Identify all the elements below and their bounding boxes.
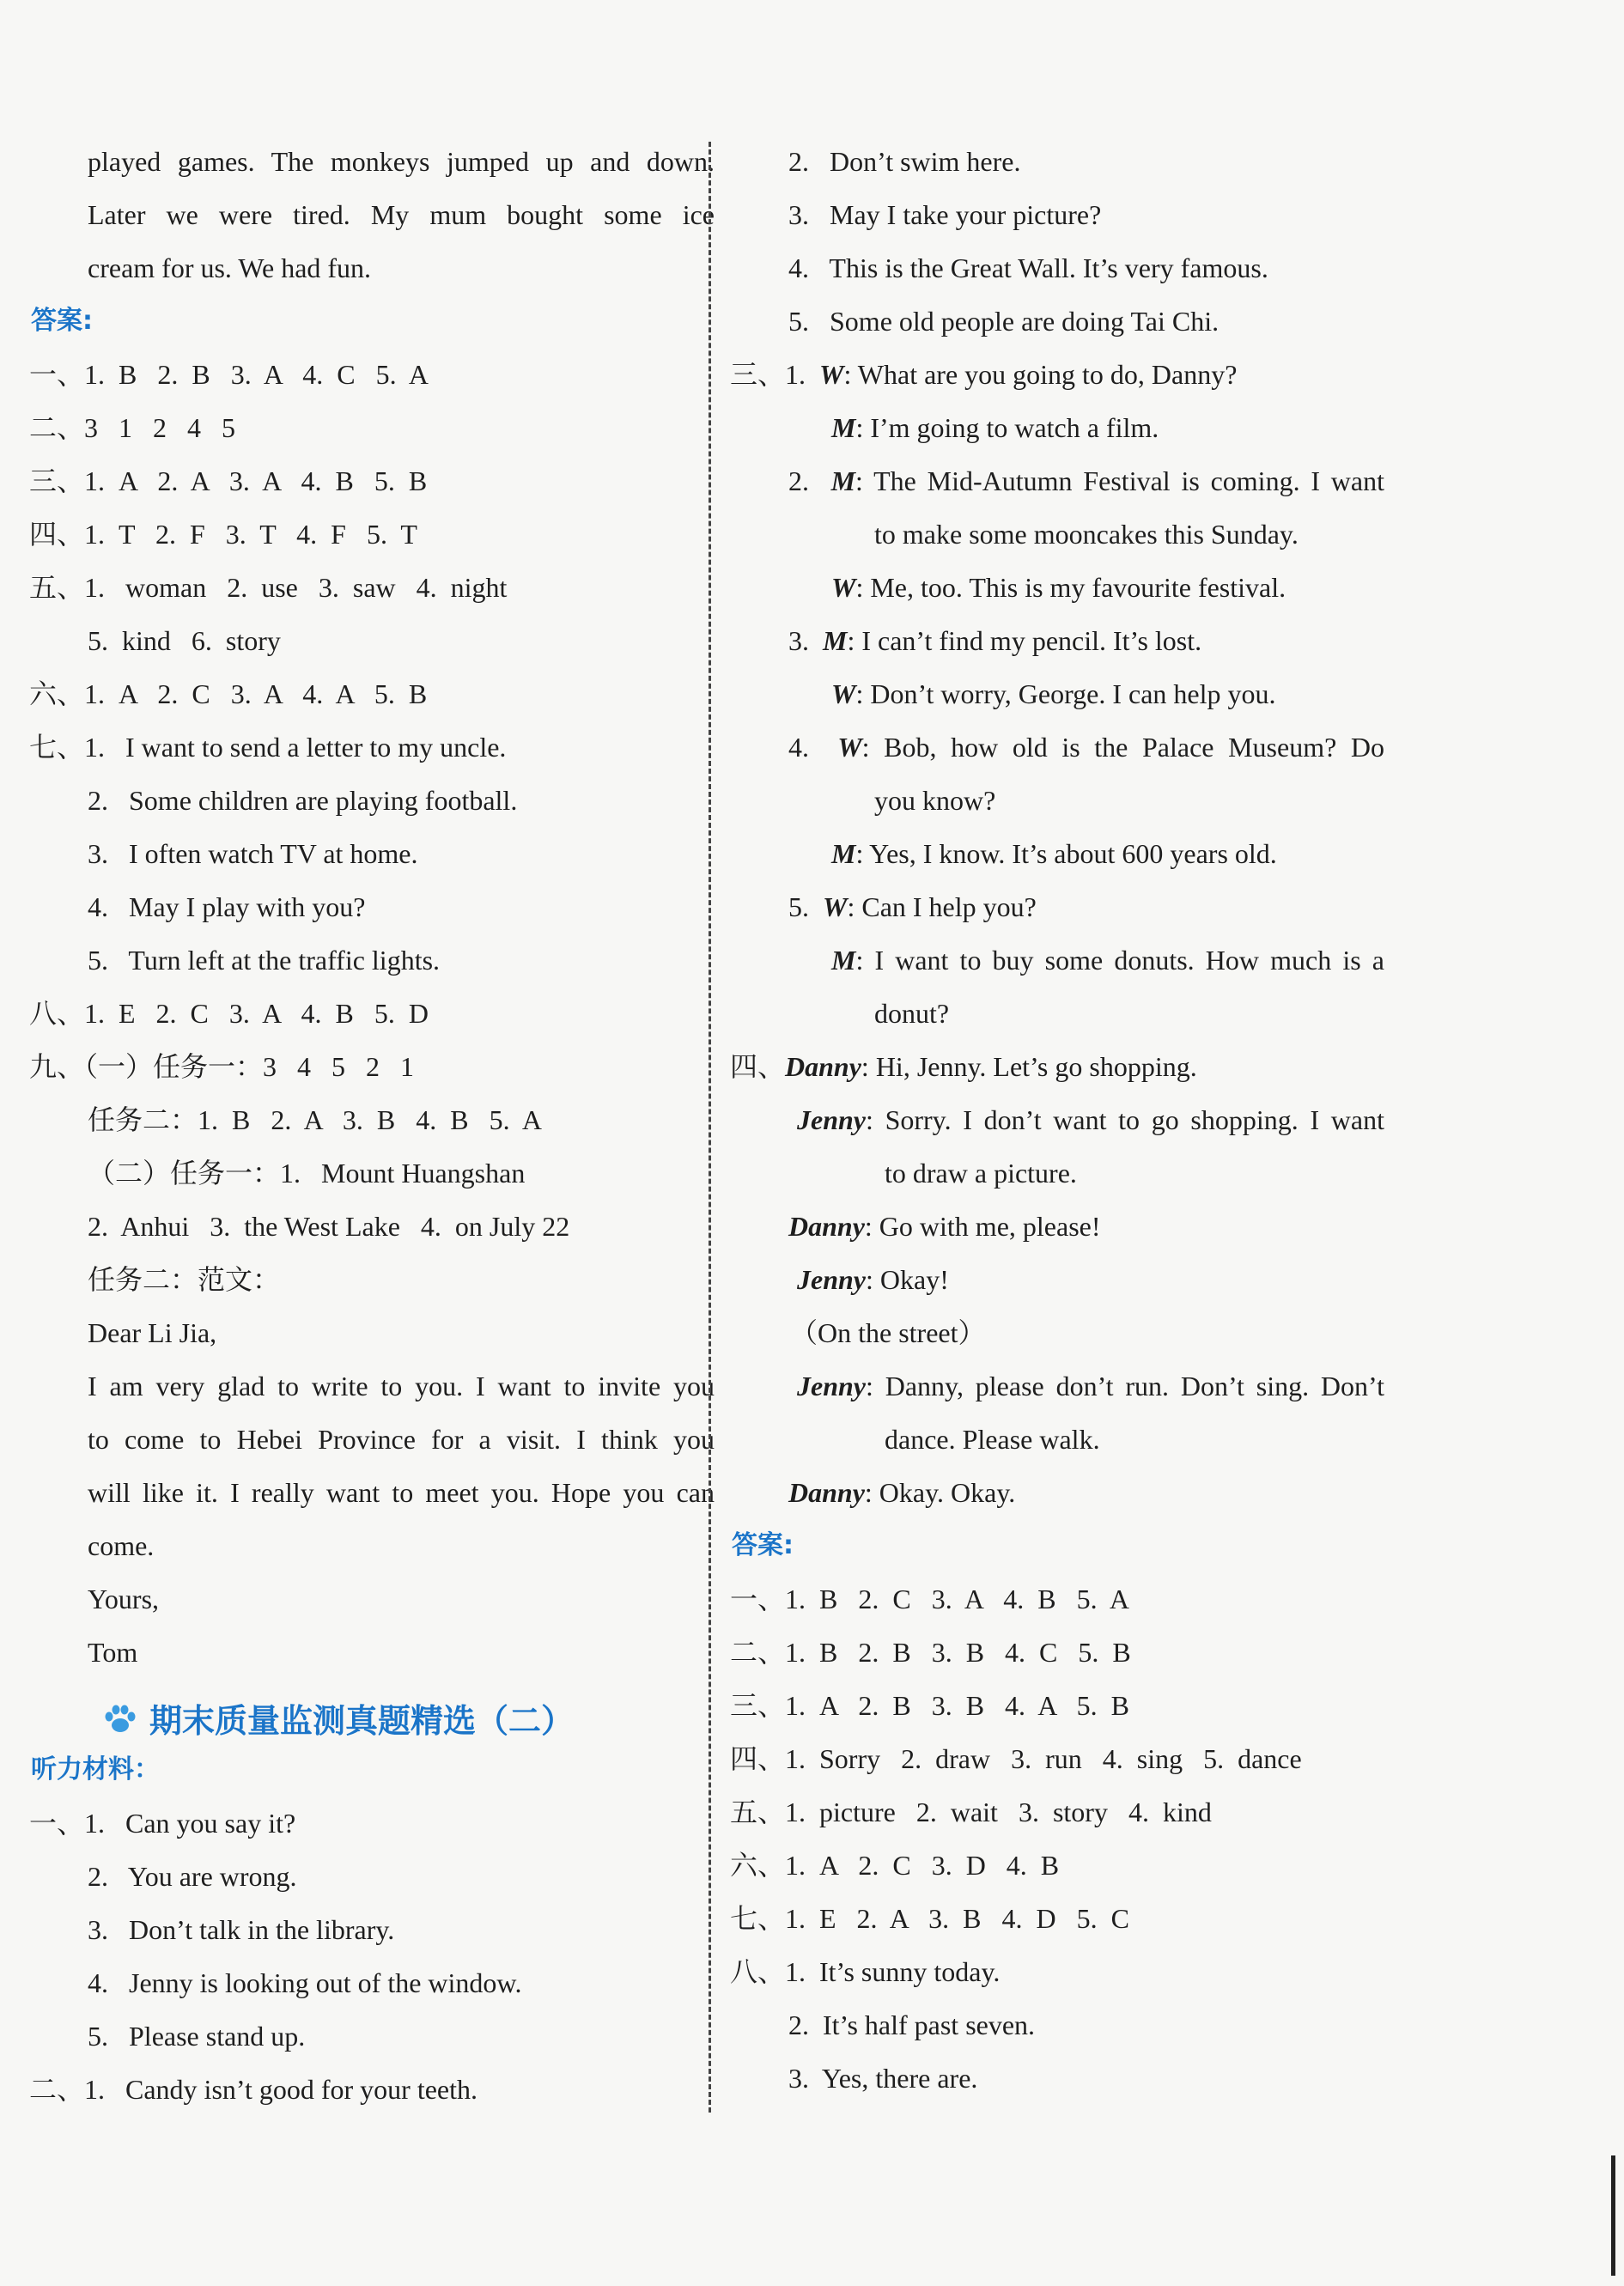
script-line: 2. Don’t swim here.	[788, 146, 1021, 177]
dialogue-line: to make some mooncakes this Sunday.	[874, 519, 1299, 550]
dialogue-line: 3. M: I can’t find my pencil. It’s lost.	[788, 625, 1202, 656]
dialogue-line: 2. M: The Mid-Autumn Festival is coming. I want	[788, 465, 1385, 496]
dialogue-line: Jenny: Okay!	[797, 1264, 949, 1295]
answer-row: 4. May I play with you?	[88, 891, 366, 922]
dialogue-line: M: Yes, I know. It’s about 600 years old.	[831, 838, 1277, 869]
letter-line: I am very glad to write to you. I want to invite you	[88, 1371, 715, 1401]
dialogue-line: donut?	[874, 998, 950, 1029]
dialogue-line: Danny: Go with me, please!	[788, 1211, 1101, 1242]
script-line: 4. This is the Great Wall. It’s very famous.	[788, 252, 1268, 283]
script-line: 5. Some old people are doing Tai Chi.	[788, 306, 1220, 337]
dialogue-line: 三、1. W: What are you going to do, Danny?	[730, 359, 1238, 390]
answer-row: 四、1. T 2. F 3. T 4. F 5. T	[29, 519, 417, 550]
answers-heading: 答案:	[732, 1530, 794, 1560]
dialogue-line: to draw a picture.	[885, 1158, 1077, 1189]
dialogue-line: 5. W: Can I help you?	[788, 891, 1037, 922]
letter-line: to come to Hebei Province for a visit. I think you	[88, 1424, 715, 1455]
script-line: 3. May I take your picture?	[788, 199, 1102, 230]
column-divider	[709, 142, 711, 2113]
answer-row: 四、1. Sorry 2. draw 3. run 4. sing 5. dance	[730, 1743, 1302, 1774]
dialogue-line: Jenny: Sorry. I don’t want to go shopping. I want	[797, 1104, 1384, 1135]
answer-row: 二、3 1 2 4 5	[29, 412, 236, 443]
answer-row: 七、1. E 2. A 3. B 4. D 5. C	[730, 1903, 1129, 1934]
answer-row: 任务二：范文：	[88, 1264, 281, 1295]
paw-icon	[103, 1701, 137, 1746]
script-line: 2. You are wrong.	[88, 1861, 297, 1892]
left-column	[26, 0, 715, 2286]
text-line: played games. The monkeys jumped up and down.	[88, 146, 715, 177]
answer-row: 2. Anhui 3. the West Lake 4. on July 22	[88, 1211, 570, 1242]
letter-line: Tom	[88, 1637, 138, 1668]
answer-row: （二）任务一：1. Mount Huangshan	[88, 1158, 526, 1189]
answers-heading: 答案:	[31, 306, 93, 336]
dialogue-line: W: Don’t worry, George. I can help you.	[831, 678, 1276, 709]
text-line: Later we were tired. My mum bought some ice	[88, 199, 715, 230]
script-line: 3. Don’t talk in the library.	[88, 1914, 395, 1945]
answer-row: 二、1. B 2. B 3. B 4. C 5. B	[730, 1637, 1131, 1668]
right-column	[730, 0, 1417, 2286]
script-line: 4. Jenny is looking out of the window.	[88, 1967, 522, 1998]
page-edge-shadow	[1611, 2155, 1615, 2276]
section-title: 期末质量监测真题精选（二）	[103, 1699, 574, 1746]
answer-row: 三、1. A 2. B 3. B 4. A 5. B	[730, 1690, 1129, 1721]
answer-row: 六、1. A 2. C 3. A 4. A 5. B	[29, 678, 428, 709]
answer-row: 一、1. B 2. B 3. A 4. C 5. A	[29, 359, 429, 390]
answer-row: 3. I often watch TV at home.	[88, 838, 418, 869]
answer-row: 5. kind 6. story	[88, 625, 281, 656]
answer-row: 八、1. It’s sunny today.	[730, 1956, 1001, 1987]
dialogue-line: 4. W: Bob, how old is the Palace Museum? Do	[788, 732, 1385, 763]
text-line: cream for us. We had fun.	[88, 252, 372, 283]
script-line: 二、1. Candy isn’t good for your teeth.	[29, 2074, 478, 2105]
dialogue-line: you know?	[874, 785, 996, 816]
answer-row: 三、1. A 2. A 3. A 4. B 5. B	[29, 465, 428, 496]
answer-row: 任务二：1. B 2. A 3. B 4. B 5. A	[88, 1104, 542, 1135]
letter-line: will like it. I really want to meet you. Hope you can	[88, 1477, 715, 1508]
answer-row: 2. Some children are playing football.	[88, 785, 518, 816]
answer-row: 3. Yes, there are.	[788, 2063, 978, 2094]
dialogue-line: dance. Please walk.	[885, 1424, 1100, 1455]
answer-row: 九、（一）任务一：3 4 5 2 1	[29, 1051, 415, 1082]
answer-row: 五、1. picture 2. wait 3. story 4. kind	[730, 1797, 1212, 1827]
answer-row: 七、1. I want to send a letter to my uncle.	[29, 732, 507, 763]
answer-row: 5. Turn left at the traffic lights.	[88, 945, 441, 976]
dialogue-line: M: I’m going to watch a film.	[831, 412, 1159, 443]
dialogue-line: Jenny: Danny, please don’t run. Don’t sing. Don’t	[797, 1371, 1384, 1401]
dialogue-line: M: I want to buy some donuts. How much is a	[831, 945, 1384, 976]
stage-direction: （On the street）	[790, 1317, 986, 1348]
letter-line: come.	[88, 1530, 155, 1561]
listening-heading: 听力材料：	[31, 1754, 160, 1784]
answer-row: 六、1. A 2. C 3. D 4. B	[730, 1850, 1060, 1881]
letter-line: Yours,	[88, 1584, 160, 1614]
script-line: 一、1. Can you say it?	[29, 1808, 296, 1839]
answer-row: 2. It’s half past seven.	[788, 2009, 1036, 2040]
script-line: 5. Please stand up.	[88, 2021, 306, 2052]
letter-line: Dear Li Jia,	[88, 1317, 217, 1348]
answer-row: 五、1. woman 2. use 3. saw 4. night	[29, 572, 508, 603]
dialogue-line: W: Me, too. This is my favourite festival.	[831, 572, 1286, 603]
answer-row: 八、1. E 2. C 3. A 4. B 5. D	[29, 998, 429, 1029]
dialogue-line: 四、Danny: Hi, Jenny. Let’s go shopping.	[730, 1051, 1197, 1082]
dialogue-line: Danny: Okay. Okay.	[788, 1477, 1016, 1508]
answer-row: 一、1. B 2. C 3. A 4. B 5. A	[730, 1584, 1129, 1614]
